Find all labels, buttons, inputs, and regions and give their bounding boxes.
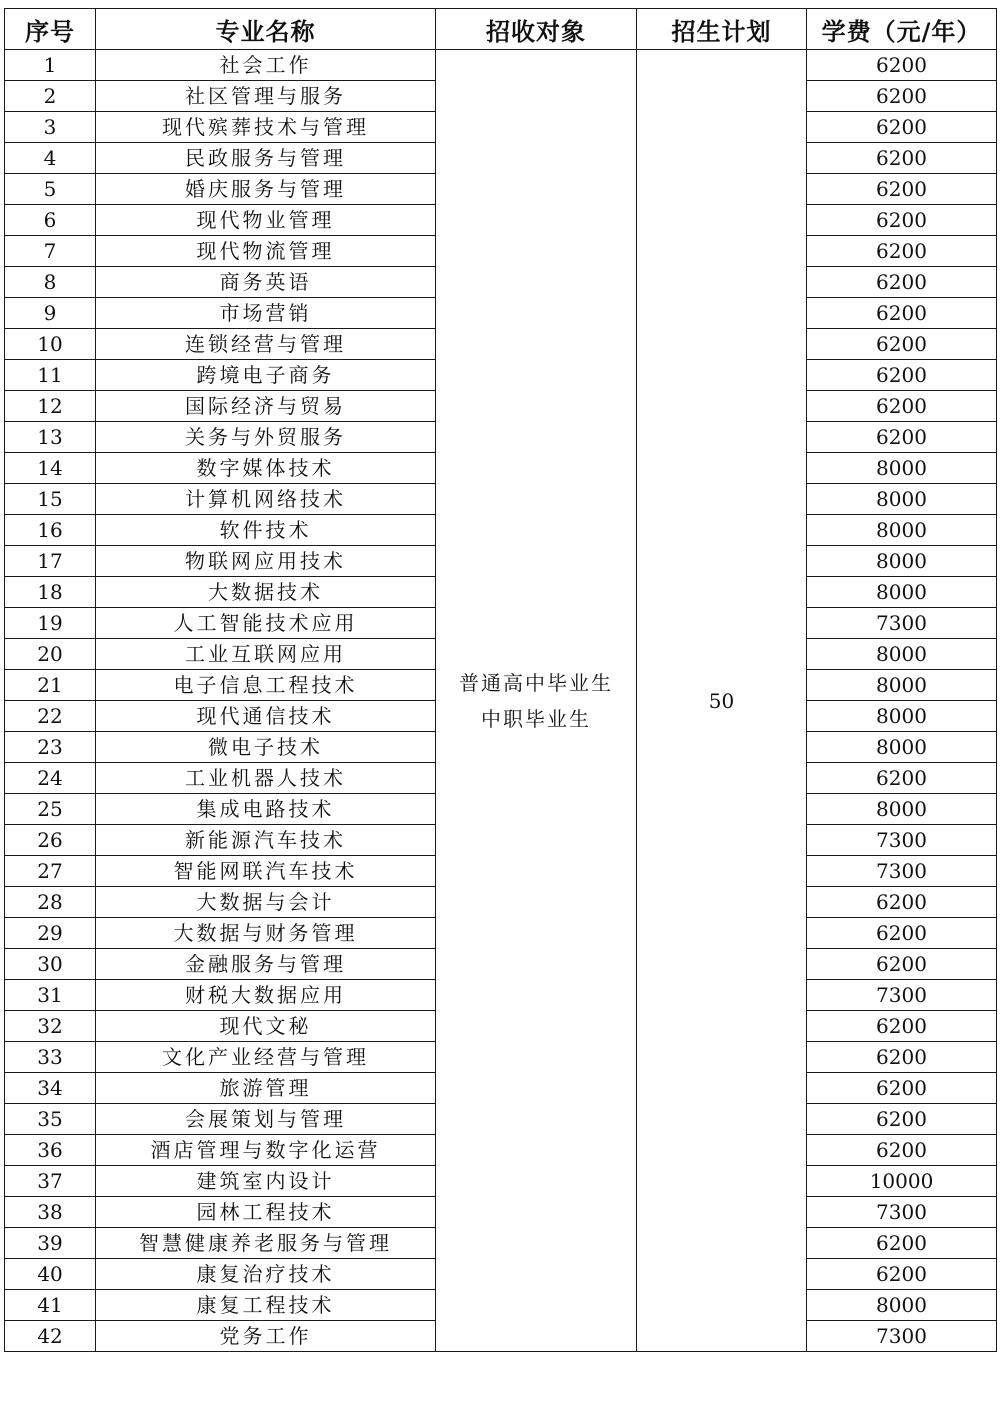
enrollment-table xyxy=(4,8,997,1352)
row-major-name: 建筑室内设计 xyxy=(96,1166,436,1197)
row-index: 21 xyxy=(5,670,96,701)
row-major-name: 跨境电子商务 xyxy=(96,360,436,391)
header-target: 招收对象 xyxy=(436,9,637,50)
row-index: 14 xyxy=(5,453,96,484)
row-index: 6 xyxy=(5,205,96,236)
row-index: 2 xyxy=(5,81,96,112)
row-index: 13 xyxy=(5,422,96,453)
row-major-name: 园林工程技术 xyxy=(96,1197,436,1228)
row-fee: 6200 xyxy=(807,1042,997,1073)
row-major-name: 大数据与会计 xyxy=(96,887,436,918)
row-fee: 8000 xyxy=(807,453,997,484)
row-major-name: 现代物业管理 xyxy=(96,205,436,236)
header-fee: 学费（元/年） xyxy=(807,9,997,50)
row-index: 5 xyxy=(5,174,96,205)
row-major-name: 财税大数据应用 xyxy=(96,980,436,1011)
row-fee: 6200 xyxy=(807,949,997,980)
row-fee: 8000 xyxy=(807,732,997,763)
row-major-name: 民政服务与管理 xyxy=(96,143,436,174)
row-index: 22 xyxy=(5,701,96,732)
row-index: 23 xyxy=(5,732,96,763)
row-major-name: 现代物流管理 xyxy=(96,236,436,267)
row-major-name: 现代通信技术 xyxy=(96,701,436,732)
row-major-name: 康复工程技术 xyxy=(96,1290,436,1321)
header-index: 序号 xyxy=(5,9,96,50)
row-major-name: 社区管理与服务 xyxy=(96,81,436,112)
header-row xyxy=(5,9,997,50)
row-fee: 8000 xyxy=(807,639,997,670)
row-major-name: 社会工作 xyxy=(96,50,436,81)
row-index: 40 xyxy=(5,1259,96,1290)
row-major-name: 工业互联网应用 xyxy=(96,639,436,670)
row-major-name: 大数据技术 xyxy=(96,577,436,608)
row-index: 34 xyxy=(5,1073,96,1104)
row-index: 16 xyxy=(5,515,96,546)
row-fee: 6200 xyxy=(807,1135,997,1166)
row-fee: 8000 xyxy=(807,701,997,732)
row-fee: 6200 xyxy=(807,143,997,174)
table-body xyxy=(5,50,997,1352)
row-major-name: 新能源汽车技术 xyxy=(96,825,436,856)
row-major-name: 现代文秘 xyxy=(96,1011,436,1042)
row-major-name: 集成电路技术 xyxy=(96,794,436,825)
row-index: 41 xyxy=(5,1290,96,1321)
row-fee: 7300 xyxy=(807,856,997,887)
row-major-name: 旅游管理 xyxy=(96,1073,436,1104)
row-fee: 8000 xyxy=(807,1290,997,1321)
row-fee: 6200 xyxy=(807,50,997,81)
row-major-name: 金融服务与管理 xyxy=(96,949,436,980)
row-index: 26 xyxy=(5,825,96,856)
row-fee: 6200 xyxy=(807,205,997,236)
row-major-name: 酒店管理与数字化运营 xyxy=(96,1135,436,1166)
row-index: 8 xyxy=(5,267,96,298)
row-major-name: 计算机网络技术 xyxy=(96,484,436,515)
row-index: 1 xyxy=(5,50,96,81)
row-index: 19 xyxy=(5,608,96,639)
row-index: 29 xyxy=(5,918,96,949)
row-index: 42 xyxy=(5,1321,96,1352)
row-fee: 6200 xyxy=(807,1228,997,1259)
target-cell xyxy=(436,50,637,1352)
target-line: 中职毕业生 xyxy=(481,706,591,731)
row-fee: 6200 xyxy=(807,1259,997,1290)
row-index: 7 xyxy=(5,236,96,267)
row-index: 36 xyxy=(5,1135,96,1166)
row-fee: 6200 xyxy=(807,918,997,949)
row-index: 35 xyxy=(5,1104,96,1135)
row-major-name: 人工智能技术应用 xyxy=(96,608,436,639)
row-index: 11 xyxy=(5,360,96,391)
row-major-name: 关务与外贸服务 xyxy=(96,422,436,453)
row-major-name: 数字媒体技术 xyxy=(96,453,436,484)
target-line: 普通高中毕业生 xyxy=(459,670,613,695)
row-major-name: 康复治疗技术 xyxy=(96,1259,436,1290)
row-fee: 6200 xyxy=(807,298,997,329)
row-index: 37 xyxy=(5,1166,96,1197)
row-fee: 6200 xyxy=(807,267,997,298)
row-index: 20 xyxy=(5,639,96,670)
row-major-name: 电子信息工程技术 xyxy=(96,670,436,701)
row-index: 24 xyxy=(5,763,96,794)
row-major-name: 婚庆服务与管理 xyxy=(96,174,436,205)
row-index: 18 xyxy=(5,577,96,608)
row-index: 3 xyxy=(5,112,96,143)
row-major-name: 软件技术 xyxy=(96,515,436,546)
row-index: 33 xyxy=(5,1042,96,1073)
row-major-name: 商务英语 xyxy=(96,267,436,298)
row-index: 32 xyxy=(5,1011,96,1042)
row-fee: 8000 xyxy=(807,794,997,825)
row-fee: 6200 xyxy=(807,763,997,794)
row-fee: 6200 xyxy=(807,1104,997,1135)
row-fee: 6200 xyxy=(807,360,997,391)
row-major-name: 大数据与财务管理 xyxy=(96,918,436,949)
row-index: 27 xyxy=(5,856,96,887)
row-major-name: 国际经济与贸易 xyxy=(96,391,436,422)
row-major-name: 智慧健康养老服务与管理 xyxy=(96,1228,436,1259)
row-index: 9 xyxy=(5,298,96,329)
row-index: 28 xyxy=(5,887,96,918)
row-major-name: 智能网联汽车技术 xyxy=(96,856,436,887)
row-fee: 7300 xyxy=(807,825,997,856)
table-header xyxy=(5,9,997,50)
row-fee: 6200 xyxy=(807,174,997,205)
row-fee: 6200 xyxy=(807,1073,997,1104)
row-major-name: 文化产业经营与管理 xyxy=(96,1042,436,1073)
row-fee: 6200 xyxy=(807,422,997,453)
header-plan: 招生计划 xyxy=(637,9,807,50)
table-row xyxy=(5,50,997,81)
row-index: 17 xyxy=(5,546,96,577)
row-fee: 7300 xyxy=(807,1197,997,1228)
row-fee: 7300 xyxy=(807,1321,997,1352)
row-fee: 8000 xyxy=(807,546,997,577)
row-index: 4 xyxy=(5,143,96,174)
row-index: 39 xyxy=(5,1228,96,1259)
row-major-name: 市场营销 xyxy=(96,298,436,329)
header-major: 专业名称 xyxy=(96,9,436,50)
row-major-name: 物联网应用技术 xyxy=(96,546,436,577)
row-fee: 8000 xyxy=(807,484,997,515)
row-fee: 8000 xyxy=(807,515,997,546)
row-index: 30 xyxy=(5,949,96,980)
row-major-name: 工业机器人技术 xyxy=(96,763,436,794)
row-index: 38 xyxy=(5,1197,96,1228)
row-major-name: 现代殡葬技术与管理 xyxy=(96,112,436,143)
row-fee: 8000 xyxy=(807,577,997,608)
row-fee: 6200 xyxy=(807,887,997,918)
row-index: 10 xyxy=(5,329,96,360)
row-fee: 8000 xyxy=(807,670,997,701)
row-major-name: 连锁经营与管理 xyxy=(96,329,436,360)
row-fee: 10000 xyxy=(807,1166,997,1197)
row-index: 15 xyxy=(5,484,96,515)
row-index: 31 xyxy=(5,980,96,1011)
row-fee: 7300 xyxy=(807,608,997,639)
row-major-name: 会展策划与管理 xyxy=(96,1104,436,1135)
row-fee: 6200 xyxy=(807,329,997,360)
plan-cell: 50 xyxy=(637,50,807,1352)
row-fee: 6200 xyxy=(807,236,997,267)
row-major-name: 微电子技术 xyxy=(96,732,436,763)
row-fee: 6200 xyxy=(807,391,997,422)
row-index: 12 xyxy=(5,391,96,422)
row-fee: 6200 xyxy=(807,81,997,112)
row-fee: 7300 xyxy=(807,980,997,1011)
row-index: 25 xyxy=(5,794,96,825)
row-fee: 6200 xyxy=(807,1011,997,1042)
row-fee: 6200 xyxy=(807,112,997,143)
row-major-name: 党务工作 xyxy=(96,1321,436,1352)
